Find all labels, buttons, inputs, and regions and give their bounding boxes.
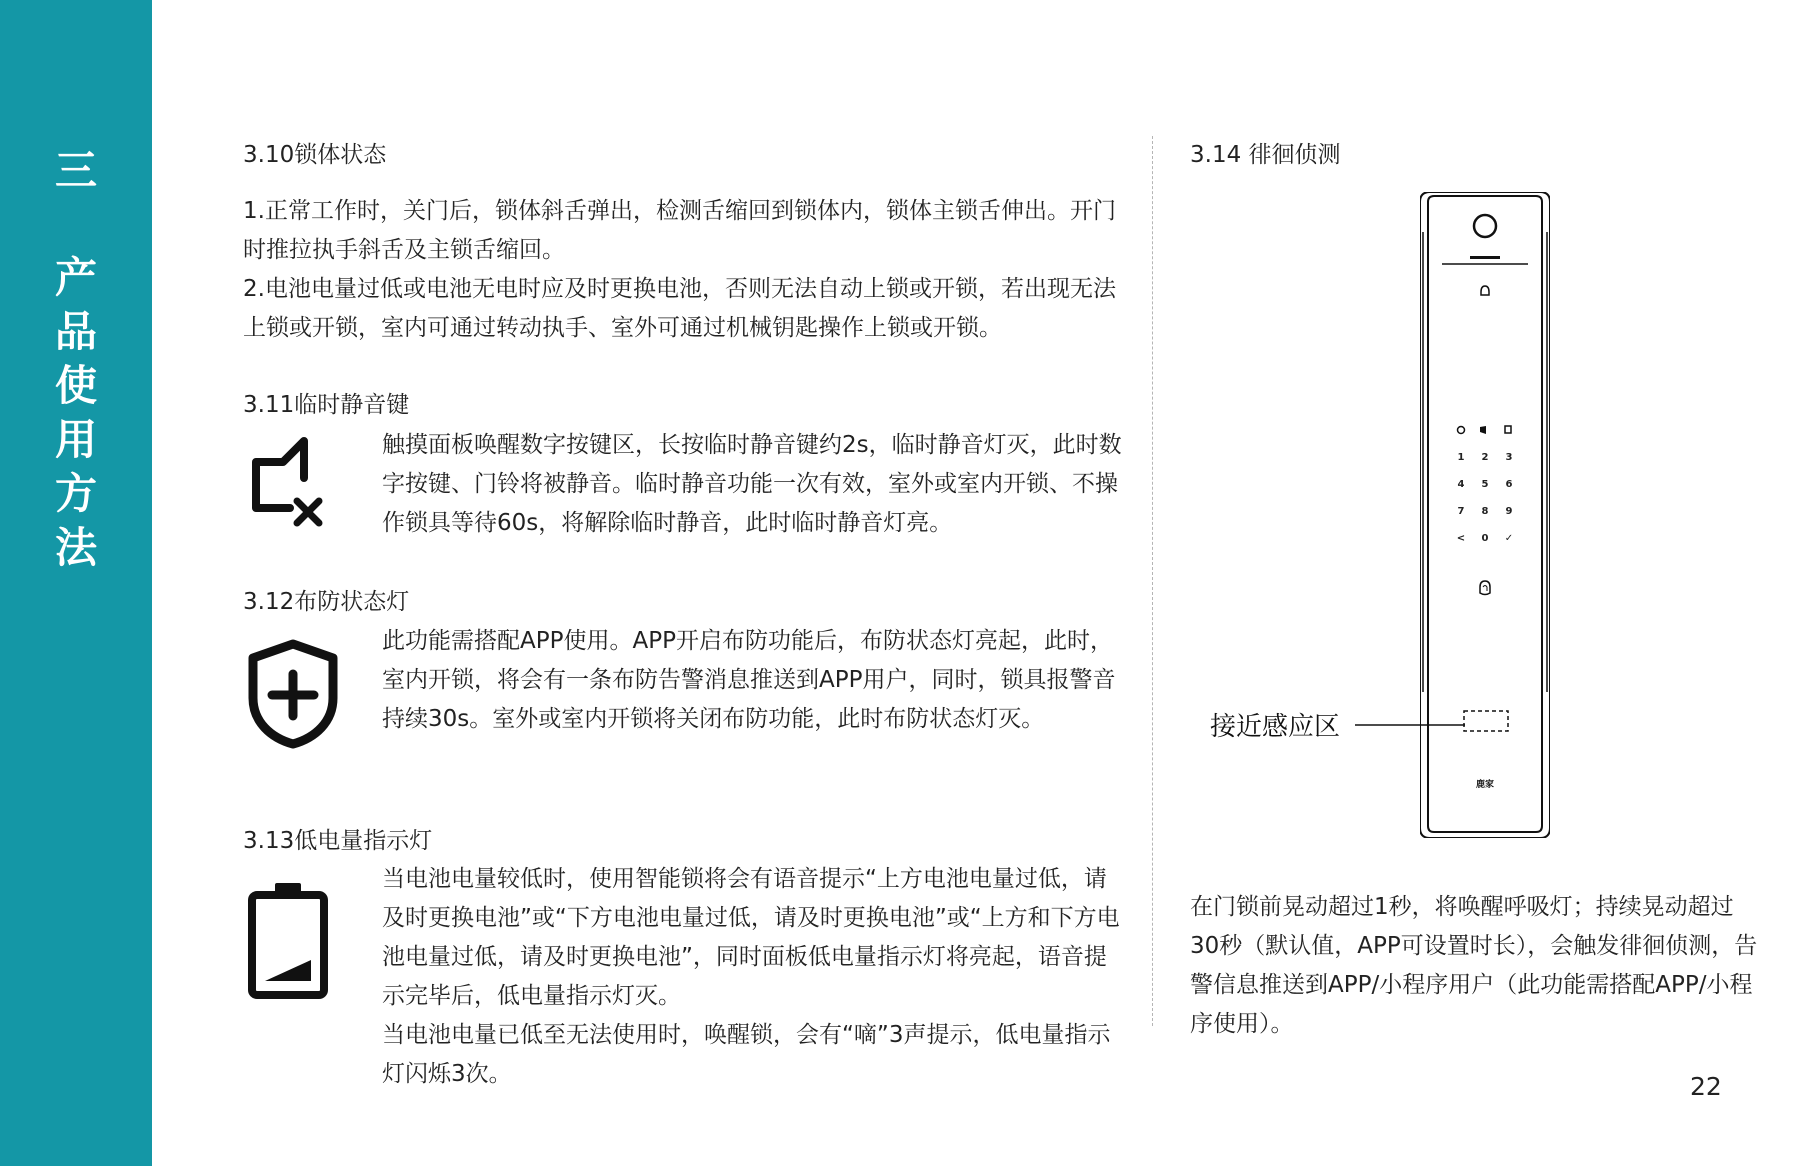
- mute-speaker-icon: [246, 436, 326, 532]
- paragraph: 当电池电量较低时，使用智能锁将会有语音提示“上方电池电量过低，请及时更换电池”或“下方电池电量过低，请及时更换电池”或“上方和下方电池电量过低，请及时更换电池”，同时面板低电量指示灯将亮起，语音提示完毕后，低电量指示灯灭。: [382, 866, 1120, 1009]
- section-body-temp-mute: [382, 426, 1123, 543]
- page-number: 22: [1690, 1072, 1722, 1101]
- section-heading-temp-mute: 3.11临时静音键: [243, 392, 410, 418]
- section-body-lock-status: [243, 192, 1123, 348]
- keypad-key: 0: [1481, 533, 1489, 544]
- keypad-key: 4: [1457, 479, 1465, 490]
- brand-logo: 鹿家: [1475, 780, 1495, 790]
- paragraph: 在门锁前晃动超过1秒，将唤醒呼吸灯；持续晃动超过30秒（默认值，APP可设置时长），会触发徘徊侦测，告警信息推送到APP/小程序用户（此功能需搭配APP/小程序使用）。: [1190, 894, 1758, 1037]
- section-heading-low-battery: 3.13低电量指示灯: [243, 828, 433, 854]
- paragraph: 1.正常工作时，关门后，锁体斜舌弹出，检测舌缩回到锁体内，锁体主锁舌伸出。开门时推拉执手斜舌及主锁舌缩回。: [243, 198, 1116, 263]
- low-battery-icon: [245, 880, 331, 1002]
- keypad-key: 9: [1505, 506, 1513, 517]
- keypad-key: 2: [1481, 452, 1489, 463]
- section-body-arming-light: [382, 622, 1123, 739]
- keypad-key: 3: [1505, 452, 1513, 463]
- paragraph: 此功能需搭配APP使用。APP开启布防功能后，布防状态灯亮起，此时，室内开锁，将会有一条布防告警消息推送到APP用户，同时，锁具报警音持续30s。室外或室内开锁将关闭布防功能，此时布防状态灯灭。: [382, 628, 1116, 732]
- keypad-key: <: [1456, 533, 1466, 544]
- keypad-key: 5: [1481, 479, 1489, 490]
- section-heading-lock-status: 3.10锁体状态: [243, 142, 387, 168]
- smart-lock-diagram: [1420, 192, 1550, 838]
- chapter-title-char: 产: [54, 253, 97, 302]
- shield-plus-icon: [245, 638, 341, 750]
- section-body-low-battery: [382, 860, 1123, 1094]
- keypad-key: 1: [1457, 452, 1465, 463]
- chapter-title-char: 方: [54, 469, 97, 518]
- chapter-number: 三: [54, 146, 97, 195]
- paragraph: 触摸面板唤醒数字按键区，长按临时静音键约2s，临时静音灯灭，此时数字按键、门铃将被静音。临时静音功能一次有效，室外或室内开锁、不操作锁具等待60s，将解除临时静音，此时临时静音灯亮。: [382, 432, 1122, 536]
- section-body-loiter-detection: [1190, 888, 1760, 1044]
- proximity-leader-line: [1355, 723, 1465, 727]
- keypad-key: 6: [1505, 479, 1513, 490]
- chapter-title-char: 使: [54, 361, 97, 410]
- proximity-zone-label: 接近感应区: [1210, 712, 1341, 742]
- paragraph: 2.电池电量过低或电池无电时应及时更换电池，否则无法自动上锁或开锁，若出现无法上锁或开锁，室内可通过转动执手、室外可通过机械钥匙操作上锁或开锁。: [243, 276, 1116, 341]
- chapter-title-char: 品: [54, 307, 97, 356]
- keypad-key: 7: [1457, 506, 1465, 517]
- column-divider: [1152, 136, 1153, 1026]
- section-heading-loiter-detection: 3.14 徘徊侦测: [1190, 142, 1341, 168]
- paragraph: 当电池电量已低至无法使用时，唤醒锁，会有“嘀”3声提示，低电量指示灯闪烁3次。: [382, 1022, 1111, 1087]
- chapter-title-char: 法: [54, 523, 97, 572]
- chapter-sidebar: [0, 0, 152, 1166]
- keypad-key: 8: [1481, 506, 1489, 517]
- keypad-key: ✓: [1504, 533, 1514, 544]
- section-heading-arming-light: 3.12布防状态灯: [243, 589, 410, 615]
- chapter-title-char: 用: [54, 415, 97, 464]
